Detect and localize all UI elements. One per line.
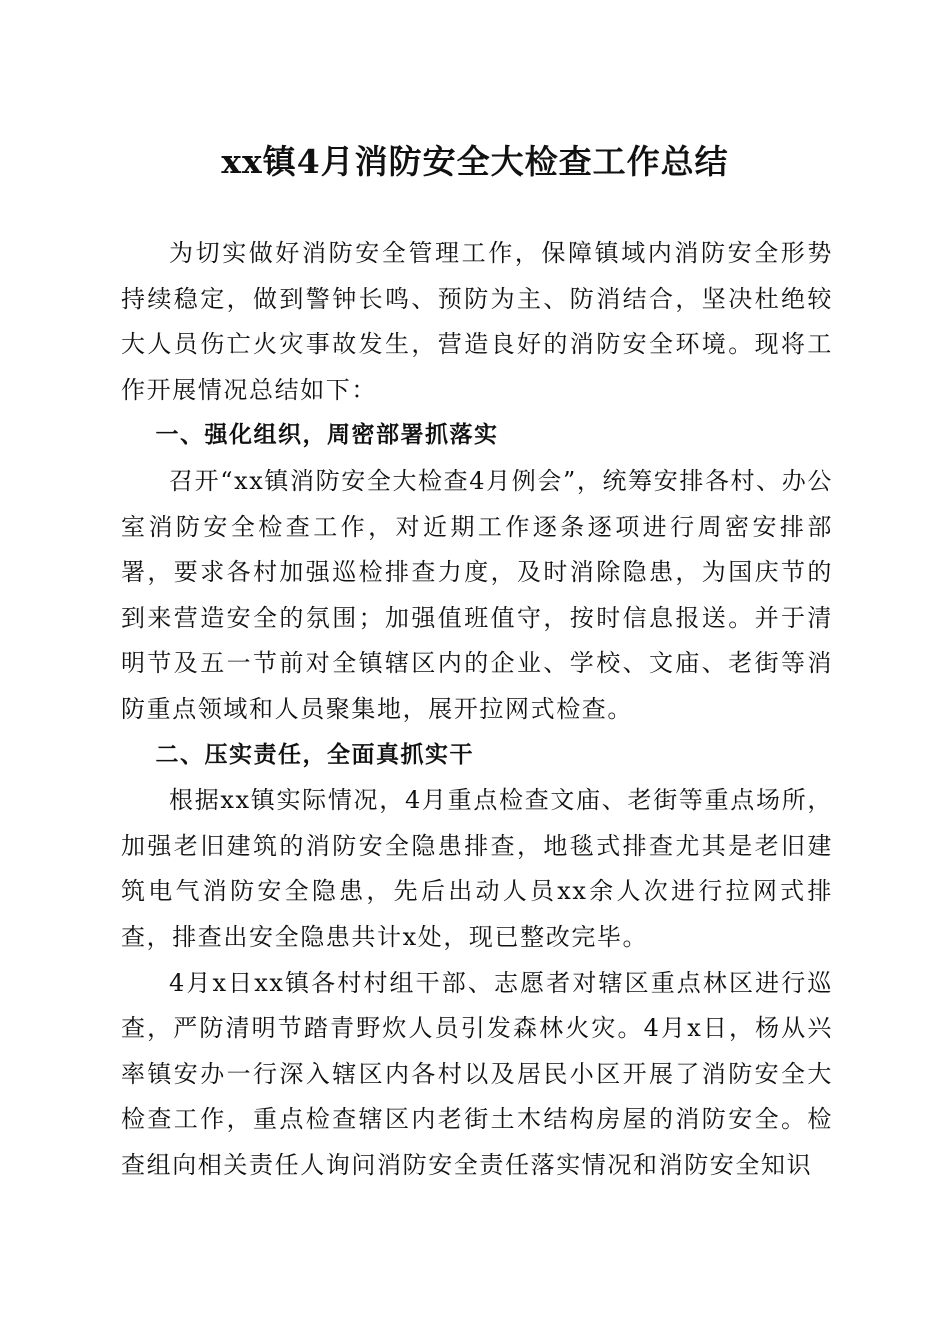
section-1-heading: 一、强化组织，周密部署抓落实 [155, 422, 499, 449]
intro-paragraph: 为切实做好消防安全管理工作，保障镇域内消防安全形势持续稳定，做到警钟长鸣、预防为主、防消结合，坚决杜绝较大人员伤亡火灾事故发生，营造良好的消防安全环境。现将工作开展情况总结如下： [121, 239, 833, 404]
section-1-paragraph-1: 召开“xx镇消防安全大检查4月例会”，统筹安排各村、办公室消防安全检查工作，对近期工作逐条逐项进行周密安排部署，要求各村加强巡检排查力度，及时消除隐患，为国庆节的到来营造安全的氛围；加强值班值守，按时信息报送。并于清明节及五一节前对全镇辖区内的企业、学校、文庙、老街等消防重点领域和人员聚集地，展开拉网式检查。 [121, 466, 833, 723]
section-2-paragraph-1: 根据xx镇实际情况，4月重点检查文庙、老街等重点场所，加强老旧建筑的消防安全隐患排查，地毯式排查尤其是老旧建筑电气消防安全隐患，先后出动人员xx余人次进行拉网式排查，排查出安全隐患共计x处，现已整改完毕。 [121, 786, 833, 951]
document-title: xx镇4月消防安全大检查工作总结 [221, 142, 729, 181]
section-2-heading: 二、压实责任，全面真抓实干 [155, 741, 474, 768]
section-2-paragraph-2: 4月x日xx镇各村村组干部、志愿者对辖区重点林区进行巡查，严防清明节踏青野炊人员引发森林火灾。4月x日，杨从兴率镇安办一行深入辖区内各村以及居民小区开展了消防安全大检查工作，重点检查辖区内老街土木结构房屋的消防安全。检查组向相关责任人询问消防安全责任落实情况和消防安全知识 [121, 968, 833, 1179]
document-body [121, 231, 833, 1188]
